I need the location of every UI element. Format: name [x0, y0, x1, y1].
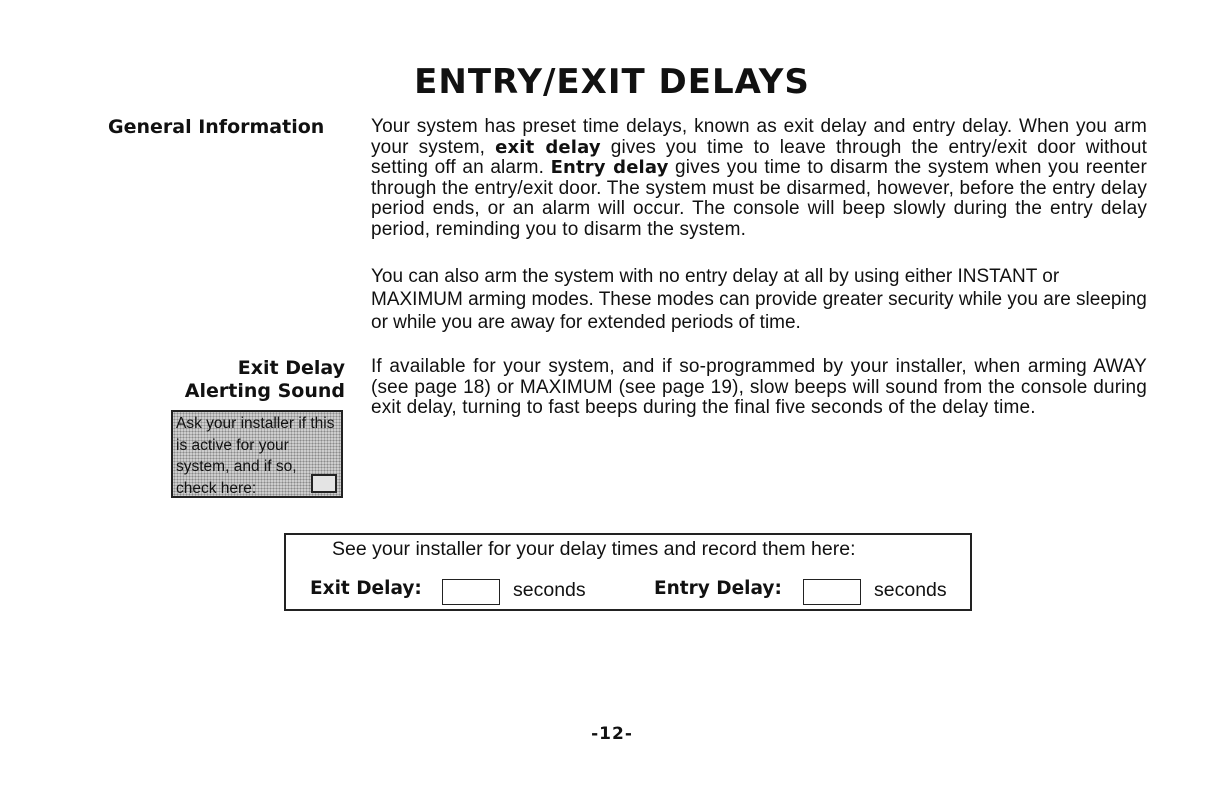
entry-delay-term: Entry delay: [550, 157, 669, 179]
general-info-text-3: gives you time to disarm the system when you reenter through the entry/exit door. The system must be disarmed, however, before the entry delay period ends, or an alarm will occur. The console will beep slowly during the entry delay period, reminding you to disarm the system.: [371, 157, 1147, 240]
delay-record-box: [284, 533, 972, 611]
entry-delay-unit: seconds: [874, 579, 947, 601]
exit-delay-alerting-heading: [110, 357, 345, 403]
general-information-heading: General Information: [108, 116, 325, 138]
general-info-text-1: Your system has preset time delays, known as exit delay and entry delay. When you arm your system,: [371, 116, 1147, 158]
exit-delay-seconds-field[interactable]: [442, 579, 500, 605]
installer-checkbox[interactable]: [311, 474, 337, 493]
exit-delay-heading-line-1: Exit Delay: [237, 357, 345, 379]
exit-delay-unit: seconds: [513, 579, 586, 601]
exit-delay-label: Exit Delay:: [310, 578, 422, 599]
installer-note-box: [171, 410, 343, 498]
exit-delay-heading-line-2: Alerting Sound: [184, 380, 345, 402]
page-number: -12-: [591, 724, 633, 744]
general-info-text-2: gives you time to leave through the entry/exit door without setting off an alarm.: [371, 136, 1148, 179]
entry-delay-label: Entry Delay:: [654, 578, 782, 599]
arming-modes-paragraph: You can also arm the system with no entry delay at all by using either INSTANT or MAXIMUM arming modes. These modes can provide greater security while you are sleeping or while you are away for extended periods of time.: [371, 266, 1147, 333]
page-title: ENTRY/EXIT DELAYS: [414, 62, 810, 102]
general-information-paragraph: [371, 117, 1147, 241]
installer-note-text: Ask your installer if this is active for your system, and if so, check here:: [176, 415, 335, 497]
exit-delay-term: exit delay: [495, 136, 601, 158]
entry-delay-seconds-field[interactable]: [803, 579, 861, 605]
record-instruction: See your installer for your delay times and record them here:: [332, 538, 856, 560]
exit-delay-alerting-paragraph: If available for your system, and if so-programmed by your installer, when arming AWAY (see page 18) or MAXIMUM (see page 19), slow beeps will sound from the console during exit delay, turning to fast beeps during the final five seconds of the delay time.: [371, 356, 1147, 419]
